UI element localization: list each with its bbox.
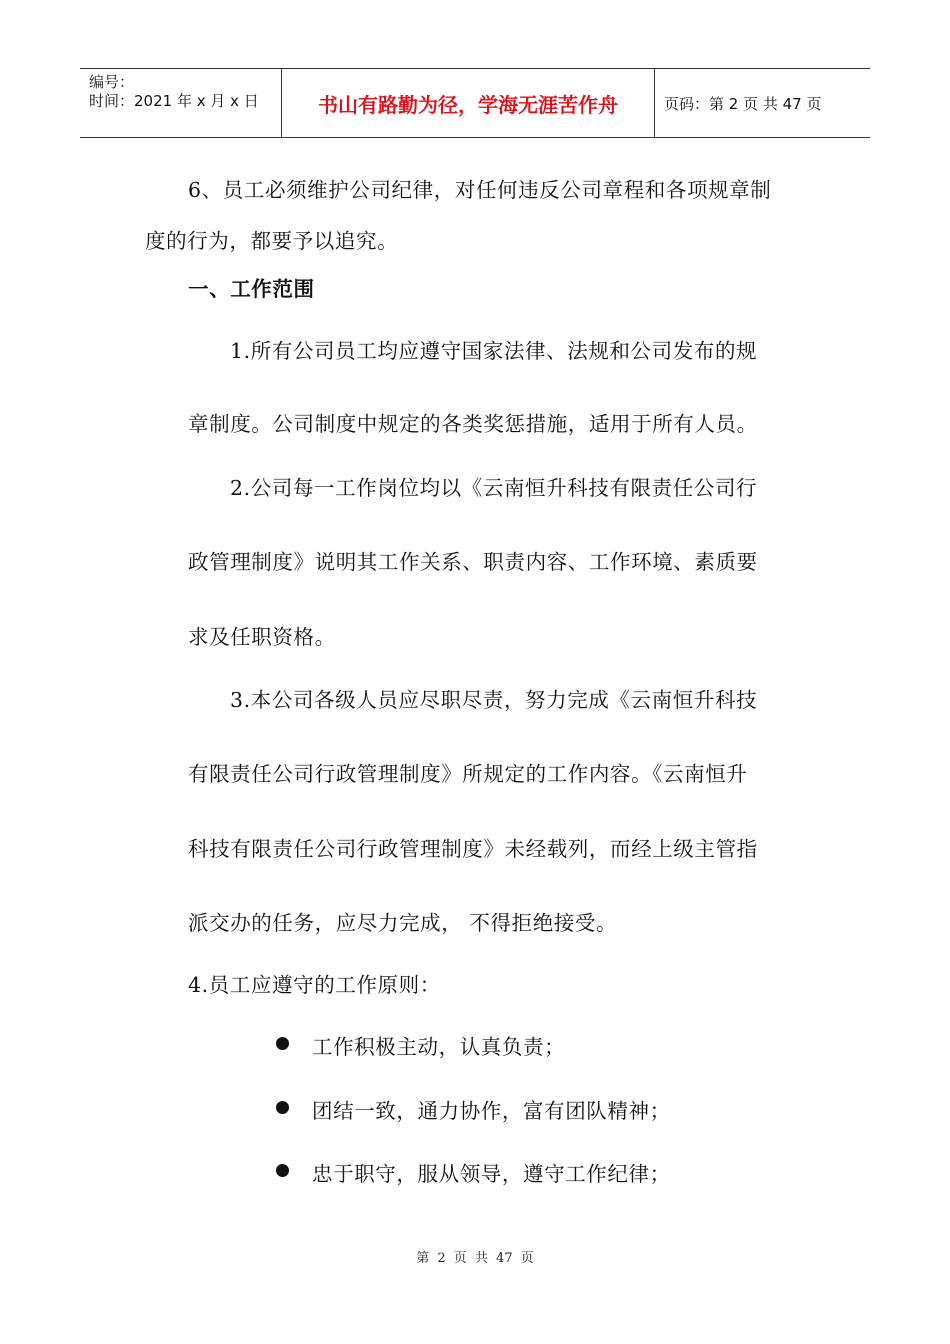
bullet-icon [276, 1037, 289, 1050]
paragraph-line: 科技有限责任公司行政管理制度》未经载列，而经上级主管指 [188, 837, 758, 861]
list-item: 忠于职守，服从领导，遵守工作纪律； [312, 1162, 671, 1186]
header-time-label: 时间：2021 年 x 月 x 日 [89, 92, 259, 110]
document-header [80, 68, 870, 138]
list-item: 团结一致，通力协作，富有团队精神； [312, 1099, 671, 1123]
header-number-label: 编号： [89, 73, 135, 91]
page-footer: 第 2 页 共 47 页 [416, 1251, 534, 1266]
header-motto: 书山有路勤为径，学海无涯苦作舟 [318, 92, 618, 117]
paragraph-line: 1.所有公司员工均应遵守国家法律、法规和公司发布的规 [230, 339, 758, 363]
paragraph-line: 有限责任公司行政管理制度》所规定的工作内容。《云南恒升 [188, 762, 748, 786]
bullet-icon [276, 1164, 289, 1177]
header-page-code: 页码：第 2 页 共 47 页 [664, 94, 822, 113]
section-heading: 一、工作范围 [188, 277, 315, 301]
paragraph-line: 2.公司每一工作岗位均以《云南恒升科技有限责任公司行 [230, 476, 758, 500]
paragraph-line: 6、员工必须维护公司纪律，对任何违反公司章程和各项规章制 [188, 178, 772, 202]
paragraph-line: 派交办的任务，应尽力完成， 不得拒绝接受。 [188, 911, 618, 935]
header-meta [80, 69, 280, 137]
paragraph-line: 度的行为，都要予以追究。 [145, 229, 399, 253]
bullet-icon [276, 1101, 289, 1114]
paragraph-line: 政管理制度》说明其工作关系、职责内容、工作环境、素质要 [188, 550, 758, 574]
paragraph-line: 3.本公司各级人员应尽职尽责，努力完成《云南恒升科技 [230, 688, 758, 712]
list-item: 工作积极主动，认真负责； [312, 1035, 566, 1059]
paragraph-line: 求及任职资格。 [188, 625, 336, 649]
header-divider [654, 69, 655, 137]
list-title: 4.员工应遵守的工作原则： [188, 973, 441, 997]
paragraph-line: 章制度。公司制度中规定的各类奖惩措施，适用于所有人员。 [188, 412, 758, 436]
